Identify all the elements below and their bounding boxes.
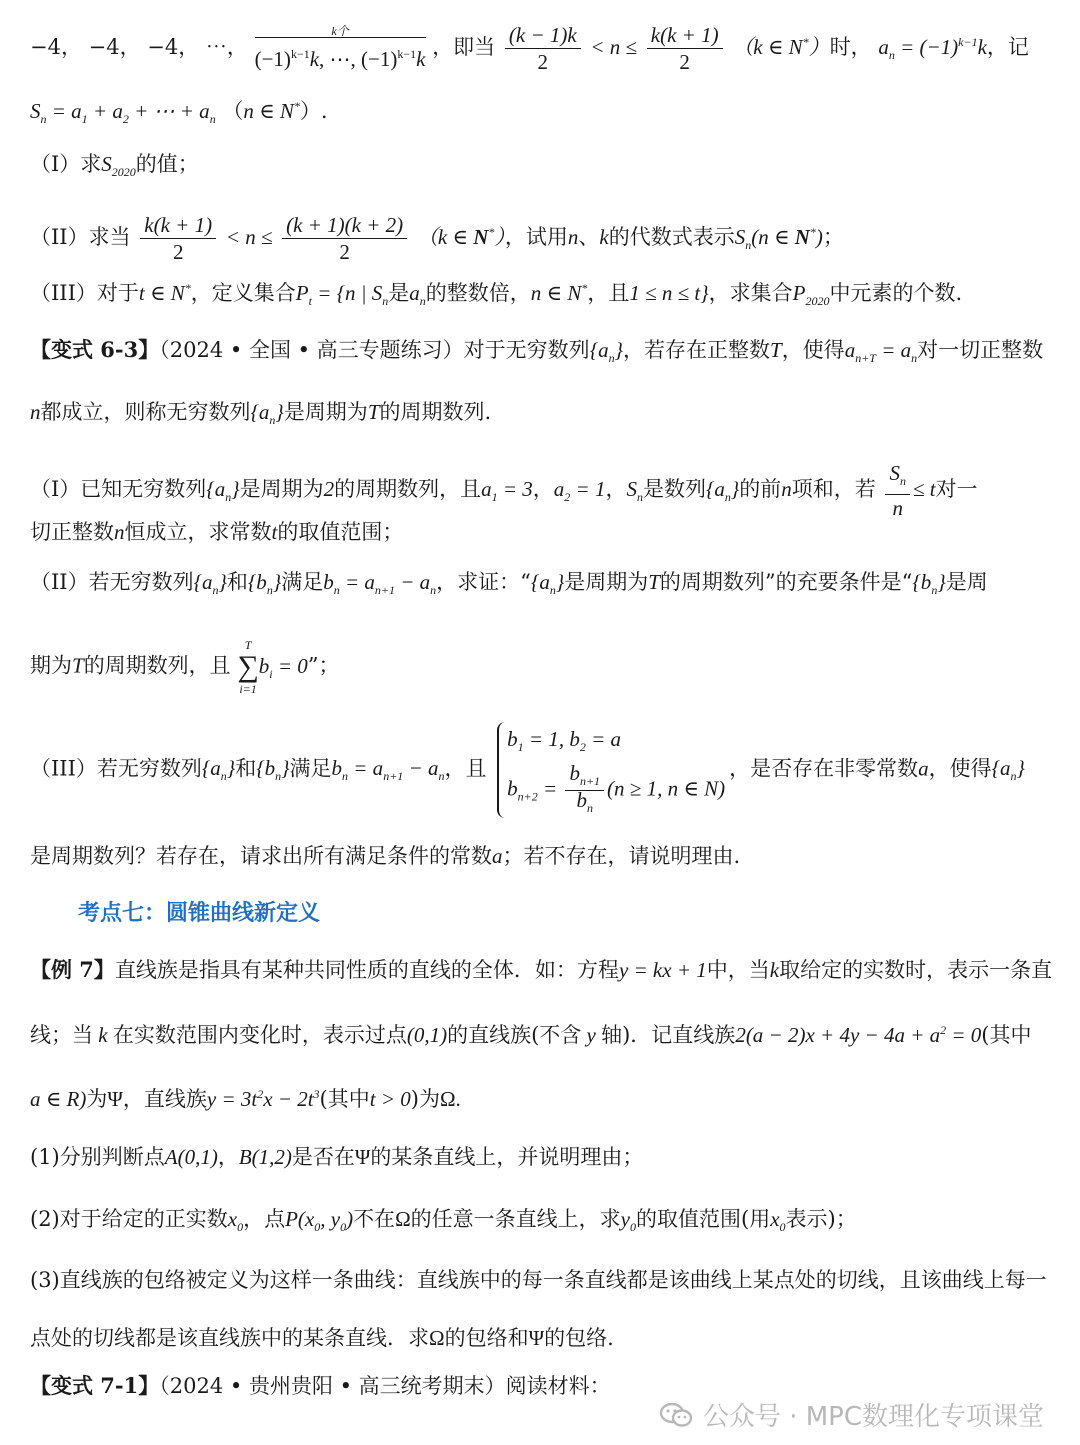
subquestion-3-line2: 点处的切线都是该直线族中的某条直线．求Ω的包络和Ψ的包络. — [30, 1326, 614, 1350]
text: )为 — [410, 1087, 440, 1111]
text: ，点 — [243, 1207, 286, 1231]
text: 直线族的包络被定义为这样一条曲线：直线族中的每一条直线都是该曲线上某点处的切线，且该曲线上每一 — [59, 1268, 1047, 1292]
text: ，使得 — [928, 756, 992, 781]
text: ，若存在正整数 — [623, 338, 770, 362]
text: （ — [222, 99, 244, 123]
text: 都成立，则称无穷数列 — [40, 400, 251, 424]
text: 、 — [578, 225, 600, 249]
wechat-icon — [659, 1402, 693, 1428]
text: ，定义集合 — [190, 281, 296, 305]
question-1: （I）已知无穷数列$\{a_n\}$是周期为2的周期数列，且$a_1 = 3$，$a_2 = 1$，$S_n$是数列$\{a_n\}$的前n项和，若 $\frac{S_n}{n}$ ≤ t对一 — [30, 461, 978, 521]
text: 不在 — [353, 1207, 396, 1231]
variant-tag: 【变式 6-3】 — [30, 337, 160, 362]
part-label: （III）若无穷数列 — [30, 756, 202, 781]
text: 时， — [829, 35, 872, 59]
text: 的周期数列”的充要条件是“ — [659, 570, 913, 594]
summation: T ∑ i=1 — [237, 638, 259, 696]
text: 中元素的个数. — [829, 281, 963, 305]
subquestion-2: (2)对于给定的正实数$x_0$，点$P(x_0$, $y_0$)不在Ω的任意一条直线上，求$y_0$的取值范围(用$x_0$表示)； — [30, 1207, 857, 1235]
question-1-line2: 切正整数n恒成立，求常数t的取值范围； — [30, 520, 404, 544]
part-label: （II）若无穷数列 — [30, 570, 194, 594]
text: 直线族是指具有某种共同性质的直线的全体．如：方程 — [114, 958, 619, 982]
part-1: （I）求$S_{2020}$的值； — [30, 152, 199, 180]
text: 是 — [388, 281, 410, 305]
text: ，记 — [986, 35, 1029, 59]
text: ，使得 — [781, 338, 845, 362]
fraction: $\frac{(k - 1)k}{2}$ — [505, 22, 581, 75]
example-7: 【例 7】直线族是指具有某种共同性质的直线的全体．如：方程y = kx + 1中，当k取给定的实数时，表示一条直 — [30, 957, 1053, 982]
variant-source: （2024 • 贵州贵阳 • 高三统考期末）阅读材料： — [159, 1374, 611, 1398]
text: 轴)．记直线族 — [601, 1023, 736, 1047]
text: ；若不存在，请说明理由. — [502, 844, 741, 868]
text: 的值； — [135, 152, 199, 176]
fraction: $\frac{(k + 1)(k + 2)}{2}$ — [282, 212, 407, 265]
text: ，试用 — [504, 225, 568, 249]
part-label: （I）已知无穷数列 — [30, 477, 207, 502]
text: 和 — [235, 756, 257, 781]
text: ，且 — [587, 281, 630, 305]
text: (其中 — [319, 1087, 370, 1111]
part-label: （III）对于 — [30, 281, 139, 305]
text: 是周 — [945, 570, 988, 594]
brace-label: k个 — [331, 23, 349, 38]
sequence-definition-line: −4， −4， −4， ⋯， k个 $(-1)^{k-1}k$, ⋯, $(-1)^{k-1}k$ ，即当 $\frac{(k - 1)k}{2}$ < n ≤ $\frac{k(k + 1)}{2}$ （k ∈ N*）时， $a_n = (-1)^{k-1}k$，记 — [30, 23, 1029, 74]
equation-system: $b_1 = 1$, $b_2 = a$ $b_{n+2}$ = $\frac{b_{n+1}}{b_n}$ (n ≥ 1, n ∈ N) — [497, 722, 725, 818]
part-label: （I）求 — [30, 152, 102, 176]
part-label: （II）求当 — [30, 225, 131, 249]
text: 的包络和 — [444, 1326, 529, 1350]
part-label: (3) — [30, 1268, 60, 1292]
subquestion-1: (1)分别判断点A(0,1)，B(1,2)是否在Ψ的某条直线上，并说明理由； — [30, 1145, 644, 1169]
text: 是周期为 — [239, 477, 324, 502]
text: 对一切正整数 — [917, 338, 1044, 362]
part-label: (1) — [30, 1145, 60, 1169]
text: 在实数范围内变化时，表示过点 — [112, 1023, 407, 1047]
text: 的取值范围； — [277, 520, 404, 544]
text: 的包络. — [544, 1326, 614, 1350]
text: ，直线族 — [122, 1087, 207, 1111]
question-2: （II）若无穷数列$\{a_n\}$和$\{b_n\}$满足$b_n = a_{n+1} - a_n$，求证：“$\{a_n\}$是周期为T的周期数列”的充要条件是“$\{b_n\}$是周 — [30, 570, 988, 598]
text: 的周期数列. — [379, 400, 492, 424]
text: ，求集合 — [708, 281, 793, 305]
text: 中，当 — [706, 958, 770, 982]
section-heading: 考点七：圆锥曲线新定义 — [78, 901, 321, 926]
text: ，求证：“ — [436, 570, 531, 594]
text: 取给定的实数时，表示一条直 — [779, 958, 1053, 982]
text: 和 — [226, 570, 248, 594]
text: 的前 — [739, 477, 782, 502]
part-3: （III）对于t ∈ N*，定义集合$P_t = \{n$ | $S_n$是$a_n$的整数倍，n ∈ N*，且1 ≤ n ≤ t}，求集合$P_{2020}$中元素的个数. — [30, 281, 963, 309]
watermark-text: 公众号 · MPC数理化专项课堂 — [702, 1402, 1044, 1432]
example-7-line2: 线；当 k 在实数范围内变化时，表示过点(0,1)的直线族(不含 y 轴)．记直线族$2(a - 2)x + 4y - 4a + a^2 = 0$(其中 — [30, 1023, 1032, 1047]
variant-6-3-line2: n都成立，则称无穷数列$\{a_n\}$是周期为T的周期数列. — [30, 400, 492, 428]
text: 恒成立，求常数 — [124, 520, 272, 544]
text: 的代数式表示 — [608, 225, 735, 249]
brace-group — [255, 25, 426, 73]
text: 满足 — [289, 756, 332, 781]
text: 的周期数列，且 — [334, 477, 482, 502]
text: 是周期为 — [564, 570, 649, 594]
watermark — [659, 1396, 1044, 1433]
text: 的某条直线上，并说明理由； — [370, 1145, 644, 1169]
text: ， — [532, 477, 554, 502]
variant-tag: 【变式 7-1】 — [30, 1373, 160, 1398]
part-2: （II）求当 $\frac{k(k + 1)}{2}$ < n ≤ $\frac{(k + 1)(k + 2)}{2}$ （k ∈ N*），试用n、k的代数式表示$S_n(n$ ∈ N*)； — [30, 213, 844, 264]
text: 是数列 — [642, 477, 706, 502]
fraction: $\frac{k(k + 1)}{2}$ — [647, 22, 723, 75]
text: 对于给定的正实数 — [59, 1207, 228, 1231]
text: 满足 — [281, 570, 324, 594]
text: 是否在 — [291, 1145, 355, 1169]
text: (其中 — [981, 1023, 1032, 1047]
text: 切正整数 — [30, 520, 114, 544]
text: 的直线族(不含 — [447, 1023, 582, 1047]
example-tag: 【例 7】 — [30, 957, 115, 982]
fraction: $\frac{k(k + 1)}{2}$ — [140, 212, 216, 265]
text: ，是否存在非零常数 — [729, 756, 919, 781]
text: 期为 — [30, 653, 72, 678]
text: 是周期为 — [283, 400, 368, 424]
text: ， — [605, 477, 627, 502]
text: 表示)； — [785, 1207, 857, 1231]
question-3-line2: 是周期数列？若存在，请求出所有满足条件的常数a；若不存在，请说明理由. — [30, 844, 741, 868]
text: 为 — [86, 1087, 108, 1111]
sum-definition-line: $S_n = a_1 + a_2$ + ⋯ + $a_n$ （n ∈ N*）. — [30, 99, 328, 127]
text: 是周期数列？若存在，请求出所有满足条件的常数 — [30, 844, 492, 868]
subquestion-3 — [30, 1266, 1050, 1294]
variant-source: （2024 • 全国 • 高三专题练习）对于无穷数列 — [159, 338, 590, 362]
text: ； — [822, 225, 844, 249]
question-2-line2: 期为T的周期数列，且 T ∑ i=1 $b_i = 0$”； — [30, 638, 340, 696]
text: 线；当 — [30, 1023, 93, 1047]
brace-content: $(-1)^{k-1}k$, ⋯, $(-1)^{k-1}k$ — [255, 37, 426, 73]
variant-6-3: 【变式 6-3】（2024 • 全国 • 高三专题练习）对于无穷数列$\{a_n\}$，若存在正整数T，使得$a_{n+T} = a_n$对一切正整数 — [30, 337, 1044, 366]
text: 的周期数列，且 — [83, 653, 231, 678]
text: 对一 — [935, 477, 978, 502]
fraction: $\frac{S_n}{n}$ — [885, 460, 910, 521]
example-7-line3: a ∈ R)为Ψ，直线族$y = 3t^2x - 2t^3$(其中t > 0)为Ω. — [30, 1087, 461, 1111]
text: 项和，若 — [791, 477, 876, 502]
question-3: （III）若无穷数列$\{a_n\}$和$\{b_n\}$满足$b_n = a_{n+1} - a_n$，且 $b_1 = 1$, $b_2 = a$ $b_{n+2}$ = $\frac{b_{n+1}}{b_n}$ (n ≥ 1, n ∈ N) ，是否存在非零常数a，使得$\{a_n\}$ — [30, 722, 1050, 812]
text: 分别判断点 — [59, 1145, 165, 1169]
text: ，即当 — [432, 35, 496, 59]
text: 的任意一条直线上，求 — [410, 1207, 621, 1231]
text: ，且 — [444, 756, 487, 781]
text: ”； — [307, 653, 340, 678]
text: 点处的切线都是该直线族中的某条直线．求 — [30, 1326, 429, 1350]
sequence-head: −4， −4， −4， ⋯， — [30, 35, 248, 59]
text: 的整数倍， — [425, 281, 531, 305]
text: 的取值范围(用 — [636, 1207, 771, 1231]
text: ）. — [299, 99, 328, 123]
text: ， — [217, 1145, 239, 1169]
part-label: (2) — [30, 1207, 60, 1231]
